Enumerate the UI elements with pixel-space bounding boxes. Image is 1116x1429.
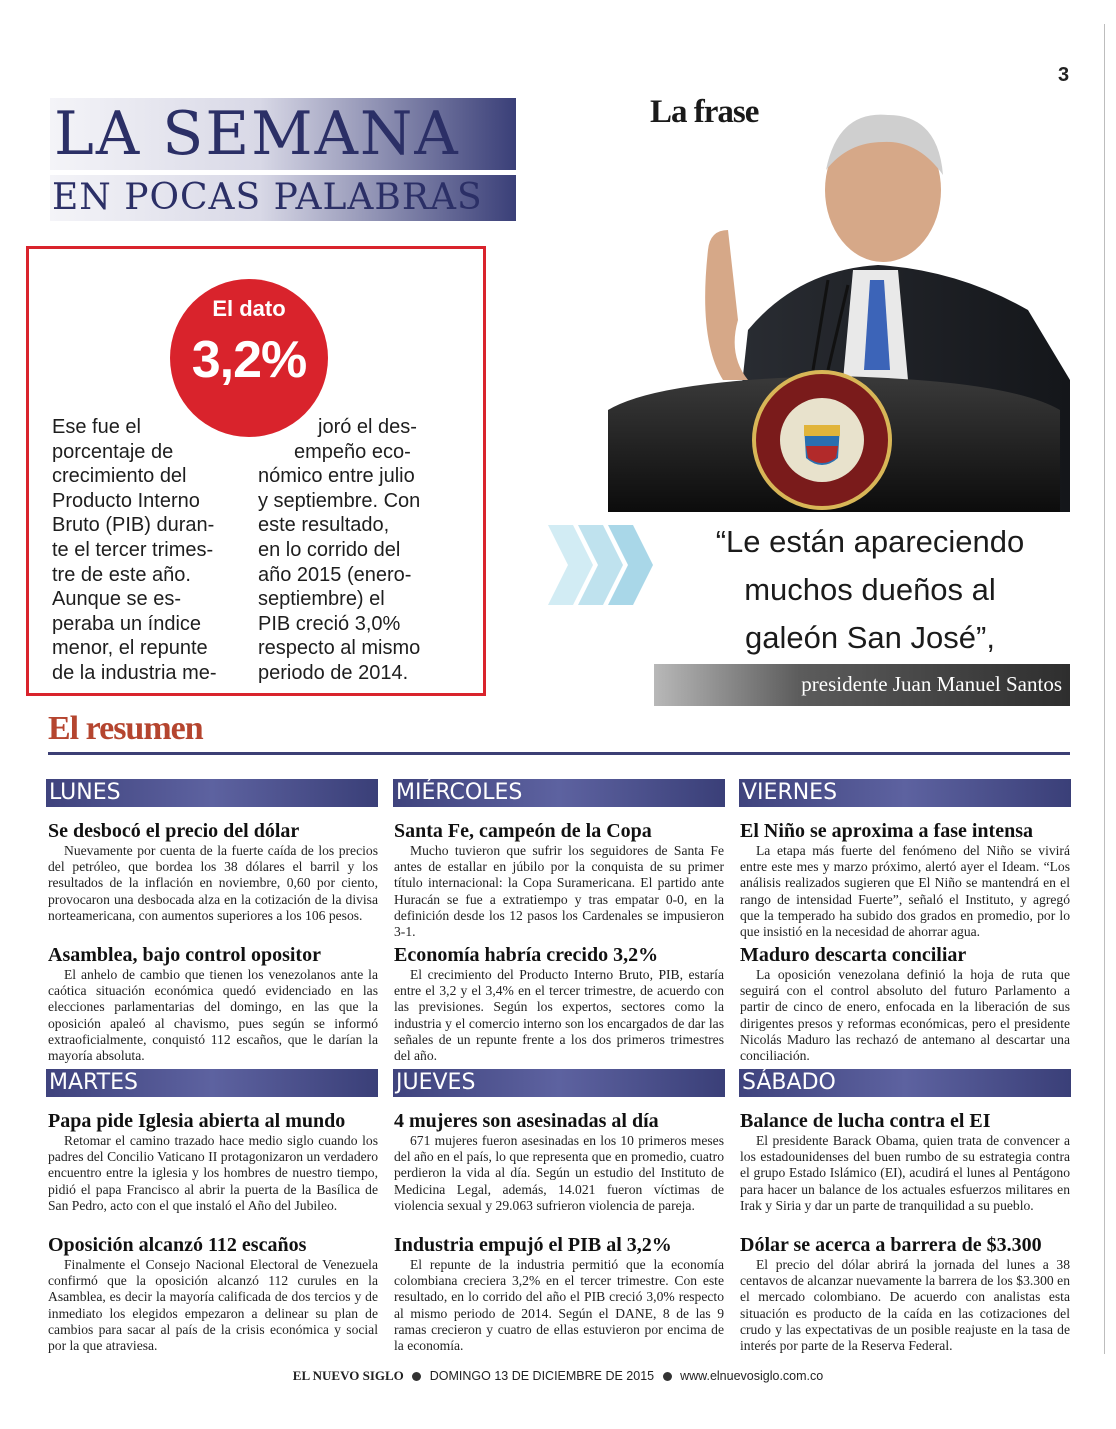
quote-line: galeón San José”, [745, 620, 995, 655]
quote-line: muchos dueños al [744, 572, 996, 607]
article-body: Nuevamente por cuenta de la fuerte caída de los precios del petróleo, que bordea los 38 dólares el barril y los resultados de la inflación en noviembre, 0,60 por ciento, provocaron una desbocada alza en la cotización de la divisa norteamericana, con aumentos superiores a los 106 pesos. [48, 843, 378, 923]
article-headline: Economía habría crecido 3,2% [394, 944, 659, 966]
article-body: El crecimiento del Producto Interno Bruto, PIB, estaría entre el 3,2 y el 3,4% en el tercer trimestre, de acuerdo con las previsiones. Según los expertos, sectores como la industria y el comercio interno son los encargados de dar las señales de un repunte frente a los dos primeros trimestres del año. [394, 967, 724, 1064]
dato-line: Aunque se es- [52, 588, 181, 611]
article-headline: Balance de lucha contra el EI [740, 1110, 991, 1132]
article-headline: Papa pide Iglesia abierta al mundo [48, 1110, 346, 1132]
day-label: MIÉRCOLES [396, 780, 523, 805]
dato-label: El dato [212, 296, 286, 321]
resumen-title: El resumen [48, 710, 203, 747]
article [740, 820, 1070, 940]
article-headline: 4 mujeres son asesinadas al día [394, 1110, 659, 1132]
article-headline: Dólar se acerca a barrera de $3.300 [740, 1234, 1042, 1256]
dato-line: PIB creció 3,0% [258, 612, 401, 635]
day-bar-miercoles [393, 779, 725, 807]
day-bar-viernes [739, 779, 1071, 807]
article-body: La oposición venezolana definió la hoja de ruta que seguirá con el control absoluto del futuro Parlamento a partir de cinco de enero, enfocada en la liberación de sus dirigentes presos y reformas económicas, pero el presidente Nicolás Maduro las rechazó de antemano al descartar una conciliación. [740, 967, 1070, 1064]
frase-title: La frase [650, 94, 759, 130]
article-headline: Oposición alcanzó 112 escaños [48, 1234, 307, 1256]
article [394, 1234, 724, 1354]
article [48, 820, 378, 924]
article-body: Retomar el camino trazado hace medio siglo cuando los padres del Concilio Vaticano II protagonizaron un verdadero encuentro entre la iglesia y los hombres de nuestro tiempo, pidió el papa Francisco al abrir la puerta de la Basílica de San Pedro, acto con el que instaló el Año del Jubileo. [48, 1133, 378, 1213]
article-headline: Maduro descarta conciliar [740, 944, 967, 966]
footer-date: DOMINGO 13 DE DICIEMBRE DE 2015 [429, 1369, 655, 1383]
day-bar-sabado [739, 1069, 1071, 1097]
quote-line: “Le están apareciendo [715, 524, 1025, 559]
article [740, 1110, 1070, 1214]
page-number: 3 [1058, 64, 1070, 86]
day-bar-lunes [46, 779, 378, 807]
article-headline: Asamblea, bajo control opositor [48, 944, 321, 966]
article-body: Mucho tuvieron que sufrir los seguidores de Santa Fe antes de estallar en júbilo por la conquista de su primer título internacional: la Copa Suramericana. El partido ante Huracán se fue a extratiempo y tras empatar 0-0, en la definición desde los 12 pasos los Cardenales se impusieron 3-1. [394, 843, 724, 940]
article [740, 944, 1070, 1064]
day-bar-martes [46, 1069, 378, 1097]
article-headline: Industria empujó el PIB al 3,2% [394, 1234, 672, 1256]
article-body: La etapa más fuerte del fenómeno del Niño se vivirá entre este mes y marzo próximo, alertó ayer el Ideam. “Los análisis realizados sugieren que El Niño se mantendrá en el rango de intensidad Fuerte”, señaló el Instituto, y agregó que la temperado ha subido dos grados en promedio, por lo que insistió en la necesidad de ahorrar agua. [740, 843, 1070, 940]
article [394, 1110, 724, 1214]
dato-line: este resultado, [258, 514, 390, 537]
dato-value: 3,2% [191, 331, 307, 389]
article [394, 820, 724, 940]
quote-author: presidente Juan Manuel Santos [801, 672, 1062, 696]
bullet-icon [663, 1372, 672, 1381]
day-label: VIERNES [742, 780, 838, 805]
article-body: 671 mujeres fueron asesinadas en los 10 primeros meses del año en el país, lo que representa que en promedio, cuatro perdieron la vida al día. Según un estudio del Instituto de Medicina Legal, además, 14.021 fueron víctimas de violencia sexual y 29.063 sufrieron violencia de pareja. [394, 1133, 724, 1213]
dato-line: menor, el repunte [52, 637, 208, 660]
dato-line: crecimiento del [52, 465, 187, 488]
dato-line: Bruto (PIB) duran- [52, 514, 215, 537]
dato-line: en lo corrido del [258, 538, 401, 561]
dato-text-left [52, 415, 252, 686]
footer-url: www.elnuevosiglo.com.co [680, 1369, 824, 1383]
dato-line: Producto Interno [52, 489, 200, 512]
dato-line: septiembre) el [258, 588, 385, 611]
bullet-icon [412, 1372, 421, 1381]
article-headline: Santa Fe, campeón de la Copa [394, 820, 652, 842]
article [48, 944, 378, 1064]
chevron-arrows-icon [543, 520, 653, 610]
dato-line: y septiembre. Con [258, 489, 421, 512]
masthead-subtitle: EN POCAS PALABRAS [52, 177, 483, 218]
masthead-title: LA SEMANA [54, 99, 460, 169]
masthead-subtitle-bar [50, 175, 516, 221]
resumen-divider [48, 752, 1070, 755]
article-body: Finalmente el Consejo Nacional Electoral de Venezuela confirmó que la oposición alcanzó 112 curules en la Asamblea, es decir la mayoría calificada de dos tercios y de inmediato los elegidos empezaron a delinear su plan de cambios para sacar al país de la crisis económica y social por la que atraviesa. [48, 1257, 378, 1354]
frase-quote [668, 518, 1072, 662]
article [48, 1234, 378, 1354]
article-body: El presidente Barack Obama, quien trata de convencer a los estadounidenses del buen rumbo de su estrategia contra el grupo Estado Islámico (EI), acudirá el lunes al Pentágono para hacer un balance de los actuales esfuerzos militares en Irak y Siria y dar un parte de tranquilidad a su pueblo. [740, 1133, 1070, 1213]
dato-line: te el tercer trimes- [52, 538, 214, 561]
dato-line: de la industria me- [52, 661, 217, 684]
day-label: MARTES [49, 1070, 139, 1095]
article-body: El anhelo de cambio que tienen los venezolanos ante la caótica situación económica quedó evidenciado en las elecciones parlamentarias del domingo, en las que la oposición apaleó al chavismo, pues según se informó extraoficialmente, conquistó 112 escaños, que le darían la mayoría absoluta. [48, 967, 378, 1064]
dato-line: porcentaje de [52, 440, 174, 463]
article-headline: Se desbocó el precio del dólar [48, 820, 300, 842]
footer-brand: EL NUEVO SIGLO [292, 1368, 404, 1383]
dato-line: nómico entre julio [258, 465, 415, 488]
speaker-photo [598, 80, 1070, 512]
dato-text-right [258, 415, 458, 686]
dato-line: periodo de 2014. [258, 661, 409, 684]
article [740, 1234, 1070, 1354]
dato-line: joró el des- [318, 416, 417, 438]
dato-line: tre de este año. [52, 563, 191, 586]
page-footer [0, 1368, 1116, 1384]
dato-line: peraba un índice [52, 612, 202, 635]
masthead-title-bar [50, 98, 516, 170]
article [48, 1110, 378, 1214]
day-label: LUNES [49, 780, 121, 805]
dato-line: empeño eco- [294, 440, 411, 463]
dato-line: año 2015 (enero- [258, 563, 412, 586]
page-edge-line [1104, 24, 1105, 1354]
article-headline: El Niño se aproxima a fase intensa [740, 820, 1033, 842]
article-body: El precio del dólar abrirá la jornada del lunes a 38 centavos de alcanzar nuevamente la barrera de los $3.300 en el mercado colombiano. De acuerdo con analistas esta situación es producto de la caída en las cotizaciones del crudo y las expectativas de un posible reajuste en la tasa de interés por parte de la Reserva Federal. [740, 1257, 1070, 1354]
article-body: El repunte de la industria permitió que la economía colombiana creciera 3,2% en el tercer trimestre. Con este resultado, en lo corrido del año el PIB creció 3,0% respecto al mismo periodo de 2014. Según el DANE, 8 de las 9 ramas crecieron y cuatro de ellas estuvieron por encima de la economía. [394, 1257, 724, 1354]
article [394, 944, 724, 1064]
dato-line: respecto al mismo [258, 637, 421, 660]
dato-line: Ese fue el [52, 416, 141, 438]
day-bar-jueves [393, 1069, 725, 1097]
day-label: SÁBADO [742, 1070, 836, 1095]
day-label: JUEVES [396, 1070, 476, 1095]
